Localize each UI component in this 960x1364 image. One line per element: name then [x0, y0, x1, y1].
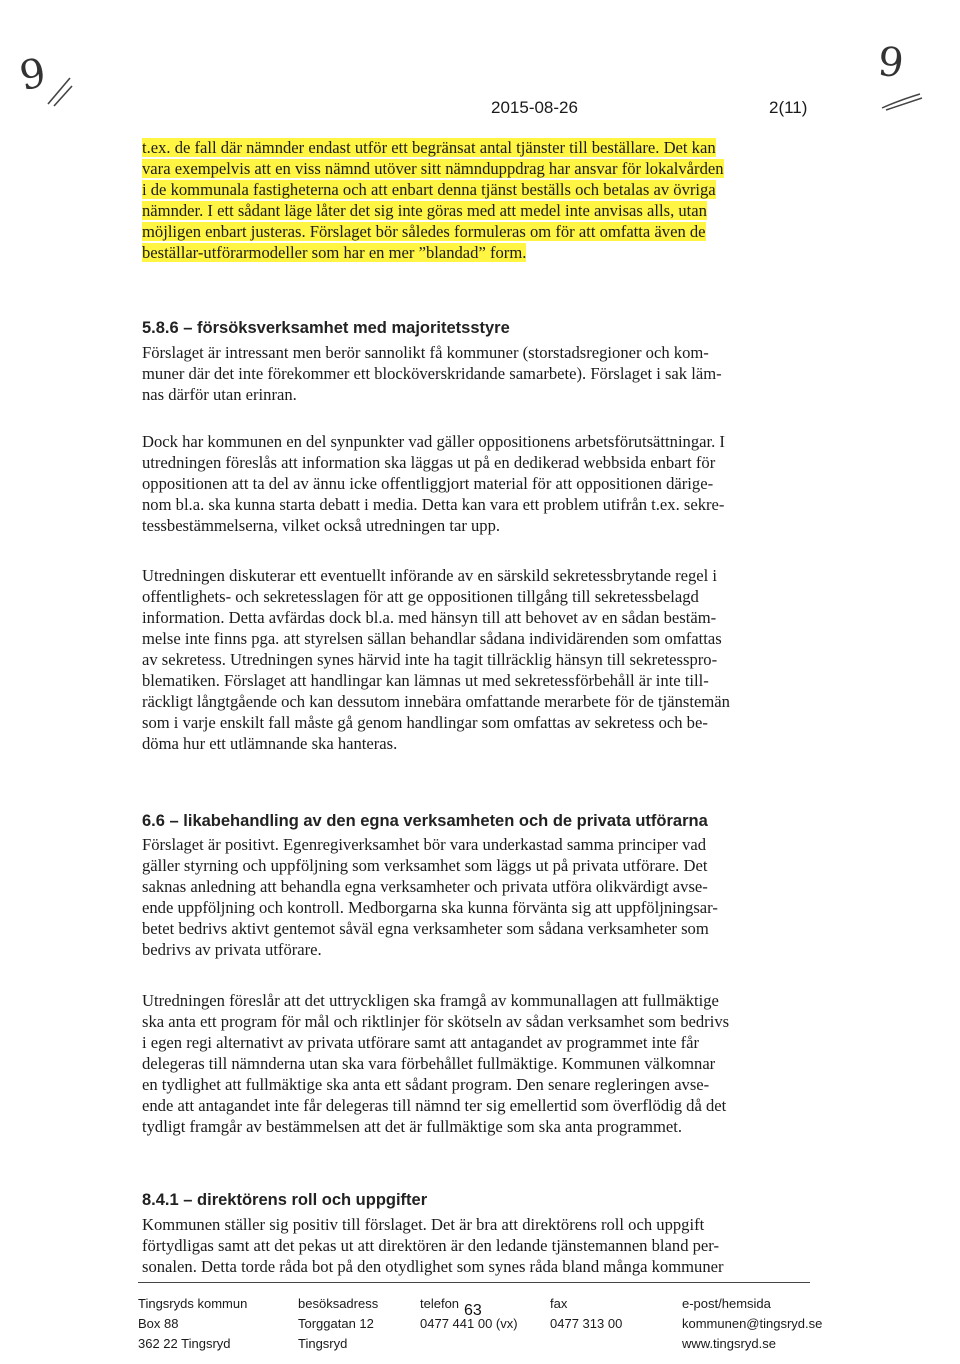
- footer-text: e-post/hemsida: [682, 1296, 771, 1311]
- text-line: räckligt långtgående och kan dessutom innebära omfattande merarbete för de tjänstemän: [142, 692, 730, 711]
- text-line: i de kommunala fastigheterna och att enbart denna tjänst beställs och betalas av övriga: [142, 180, 716, 199]
- text-line: Förslaget är positivt. Egenregiverksamhet bör vara underkastad samma principer vad: [142, 835, 707, 854]
- text-line: muner där det inte förekommer ett blocköverskridande samarbete). Förslaget i sak läm-: [142, 364, 722, 383]
- footer-visiting-address: [298, 1294, 378, 1354]
- text-line: Utredningen diskuterar ett eventuellt införande av en särskild sekretessbrytande regel i: [142, 566, 718, 585]
- text-line: utredningen föreslås att information ska läggas ut på en dedikerad webbsida enbart för: [142, 453, 716, 472]
- handwritten-mark-right: [876, 39, 906, 87]
- footer-email-link[interactable]: kommunen@tingsryd.se: [682, 1316, 823, 1331]
- text-line: förtydligas samt att det pekas ut att direktören är den ledande tjänstemannen bland per-: [142, 1236, 720, 1255]
- page-number: 63: [464, 1302, 482, 1319]
- text-line: vara exempelvis att en viss nämnd utöver sitt nämnduppdrag har ansvar för lokalvården: [142, 159, 724, 178]
- footer-text: Torggatan 12: [298, 1316, 374, 1331]
- text-line: ende att antagandet inte får delegeras till nämnd ter sig emellertid som överflödig då det: [142, 1096, 727, 1115]
- section-6-6-paragraph-2: [142, 990, 822, 1137]
- section-6-6-paragraph-1: [142, 834, 822, 960]
- text-line: Dock har kommunen en del synpunkter vad gäller oppositionens arbetsförutsättningar. I: [142, 432, 725, 451]
- text-line: i egen regi alternativt av privata utförare samt att antagandet av programmet inte får: [142, 1033, 700, 1052]
- section-heading-8-4-1: 8.4.1 – direktörens roll och uppgifter: [142, 1191, 428, 1209]
- footer-text: Tingsryd: [298, 1336, 348, 1351]
- section-heading-5-8-6: 5.8.6 – försöksverksamhet med majoritetsstyre: [142, 319, 510, 337]
- text-line: offentlighets- och sekretesslagen för att ge oppositionen tillgång till sekretessbelagd: [142, 587, 699, 606]
- text-line: sonalen. Detta torde råda bot på den otydlighet som synes råda bland många kommuner: [142, 1257, 724, 1276]
- text-line: melse inte finns pga. att styrelsen sällan behandlar sådana individärenden som omfattas: [142, 629, 722, 648]
- footer-fax: [550, 1294, 622, 1334]
- section-8-4-1-paragraph-1: [142, 1214, 822, 1277]
- section-5-8-6-paragraph-2: [142, 431, 822, 536]
- text-line: nas därför utan erinran.: [142, 385, 297, 404]
- text-line: beställar-utförarmodeller som har en mer ”blandad” form.: [142, 243, 527, 262]
- footer-contact: [682, 1294, 822, 1354]
- footer-text: 0477 441 00 (vx): [420, 1316, 518, 1331]
- text-line: av sekretess. Utredningen synes härvid inte ha tagit tillräcklig hänsyn till sekretesspro-: [142, 650, 718, 669]
- section-5-8-6-paragraph-3: [142, 565, 822, 754]
- text-line: information. Detta avfärdas dock bl.a. med hänsyn till att behovet av en sådan bestäm-: [142, 608, 717, 627]
- section-heading-6-6: 6.6 – likabehandling av den egna verksamheten och de privata utförarna: [142, 812, 708, 830]
- text-line: ska anta ett program för mål och riktlinjer för skötseln av sådan verksamhet som bedrivs: [142, 1012, 730, 1031]
- text-line: döma hur ett utlämnande ska hanteras.: [142, 734, 398, 753]
- text-line: ende uppföljning och kontroll. Medborgarna ska kunna förvänta sig att uppföljningsar-: [142, 898, 718, 917]
- intro-paragraph-highlighted: [142, 137, 822, 263]
- text-line: som i varje enskilt fall måste gå genom handlingar som omfattas av sekretess och be-: [142, 713, 708, 732]
- footer-divider: [138, 1282, 810, 1283]
- text-line: tydligt framgår av bestämmelsen att det är fullmäktige som ska anta programmet.: [142, 1117, 683, 1136]
- text-line: oppositionen att ta del av ännu icke offentliggjort material för att oppositionen därige-: [142, 474, 714, 493]
- footer-text: Box 88: [138, 1316, 179, 1331]
- footer-website-link[interactable]: www.tingsryd.se: [682, 1336, 776, 1351]
- text-line: bedrivs av privata utförare.: [142, 940, 322, 959]
- text-line: tessbestämmelserna, vilket också utredningen tar upp.: [142, 516, 501, 535]
- footer-text: besöksadress: [298, 1296, 379, 1311]
- footer-organization: [138, 1294, 247, 1354]
- text-line: Kommunen ställer sig positiv till förslaget. Det är bra att direktörens roll och uppgift: [142, 1215, 705, 1234]
- text-line: gäller styrning och uppföljning som verksamhet som läggs ut på privata utförare. Det: [142, 856, 708, 875]
- text-line: möjligen enbart justeras. Förslaget bör således formuleras om för att omfatta även de: [142, 222, 706, 241]
- text-line: t.ex. de fall där nämnder endast utför ett begränsat antal tjänster till beställare. Det kan: [142, 138, 716, 157]
- handwritten-stroke-right: [880, 92, 924, 112]
- footer-text: 362 22 Tingsryd: [138, 1336, 231, 1351]
- footer-text: 0477 313 00: [550, 1316, 623, 1331]
- handwritten-mark-right-text: 9: [875, 38, 906, 88]
- footer-text: telefon: [420, 1296, 460, 1311]
- text-line: Förslaget är intressant men berör sannolikt få kommuner (storstadsregioner och kom-: [142, 343, 709, 362]
- text-line: en tydlighet att fullmäktige ska anta ett sådant program. Den senare regleringen avse-: [142, 1075, 710, 1094]
- text-line: Utredningen föreslår att det uttryckligen ska framgå av kommunallagen att fullmäktige: [142, 991, 719, 1010]
- text-line: nom bl.a. ska kunna starta debatt i media. Detta kan vara ett problem utifrån t.ex. sekre-: [142, 495, 725, 514]
- page-indicator: 2(11): [769, 98, 808, 117]
- text-line: saknas anledning att behandla egna verksamheter och privata utföra olikvärdigt avse-: [142, 877, 708, 896]
- text-line: betet bedrivs aktivt gentemot såväl egna verksamheter som sådana verksamheter som: [142, 919, 709, 938]
- document-date: 2015-08-26: [491, 98, 578, 117]
- footer-text: Tingsryds kommun: [138, 1296, 248, 1311]
- text-line: blematiken. Förslaget att handlingar kan lämnas ut med sekretessförbehåll är inte till-: [142, 671, 709, 690]
- text-line: nämnder. I ett sådant läge låter det sig inte göras med att medel inte anvisas alls, utan: [142, 201, 707, 220]
- section-5-8-6-paragraph-1: [142, 342, 822, 405]
- text-line: delegeras till nämnderna utan ska vara förbehållet fullmäktige. Kommunen välkomnar: [142, 1054, 716, 1073]
- handwritten-mark-left-text: 9: [16, 50, 50, 100]
- footer-text: fax: [550, 1296, 568, 1311]
- handwritten-stroke-left: [44, 70, 74, 110]
